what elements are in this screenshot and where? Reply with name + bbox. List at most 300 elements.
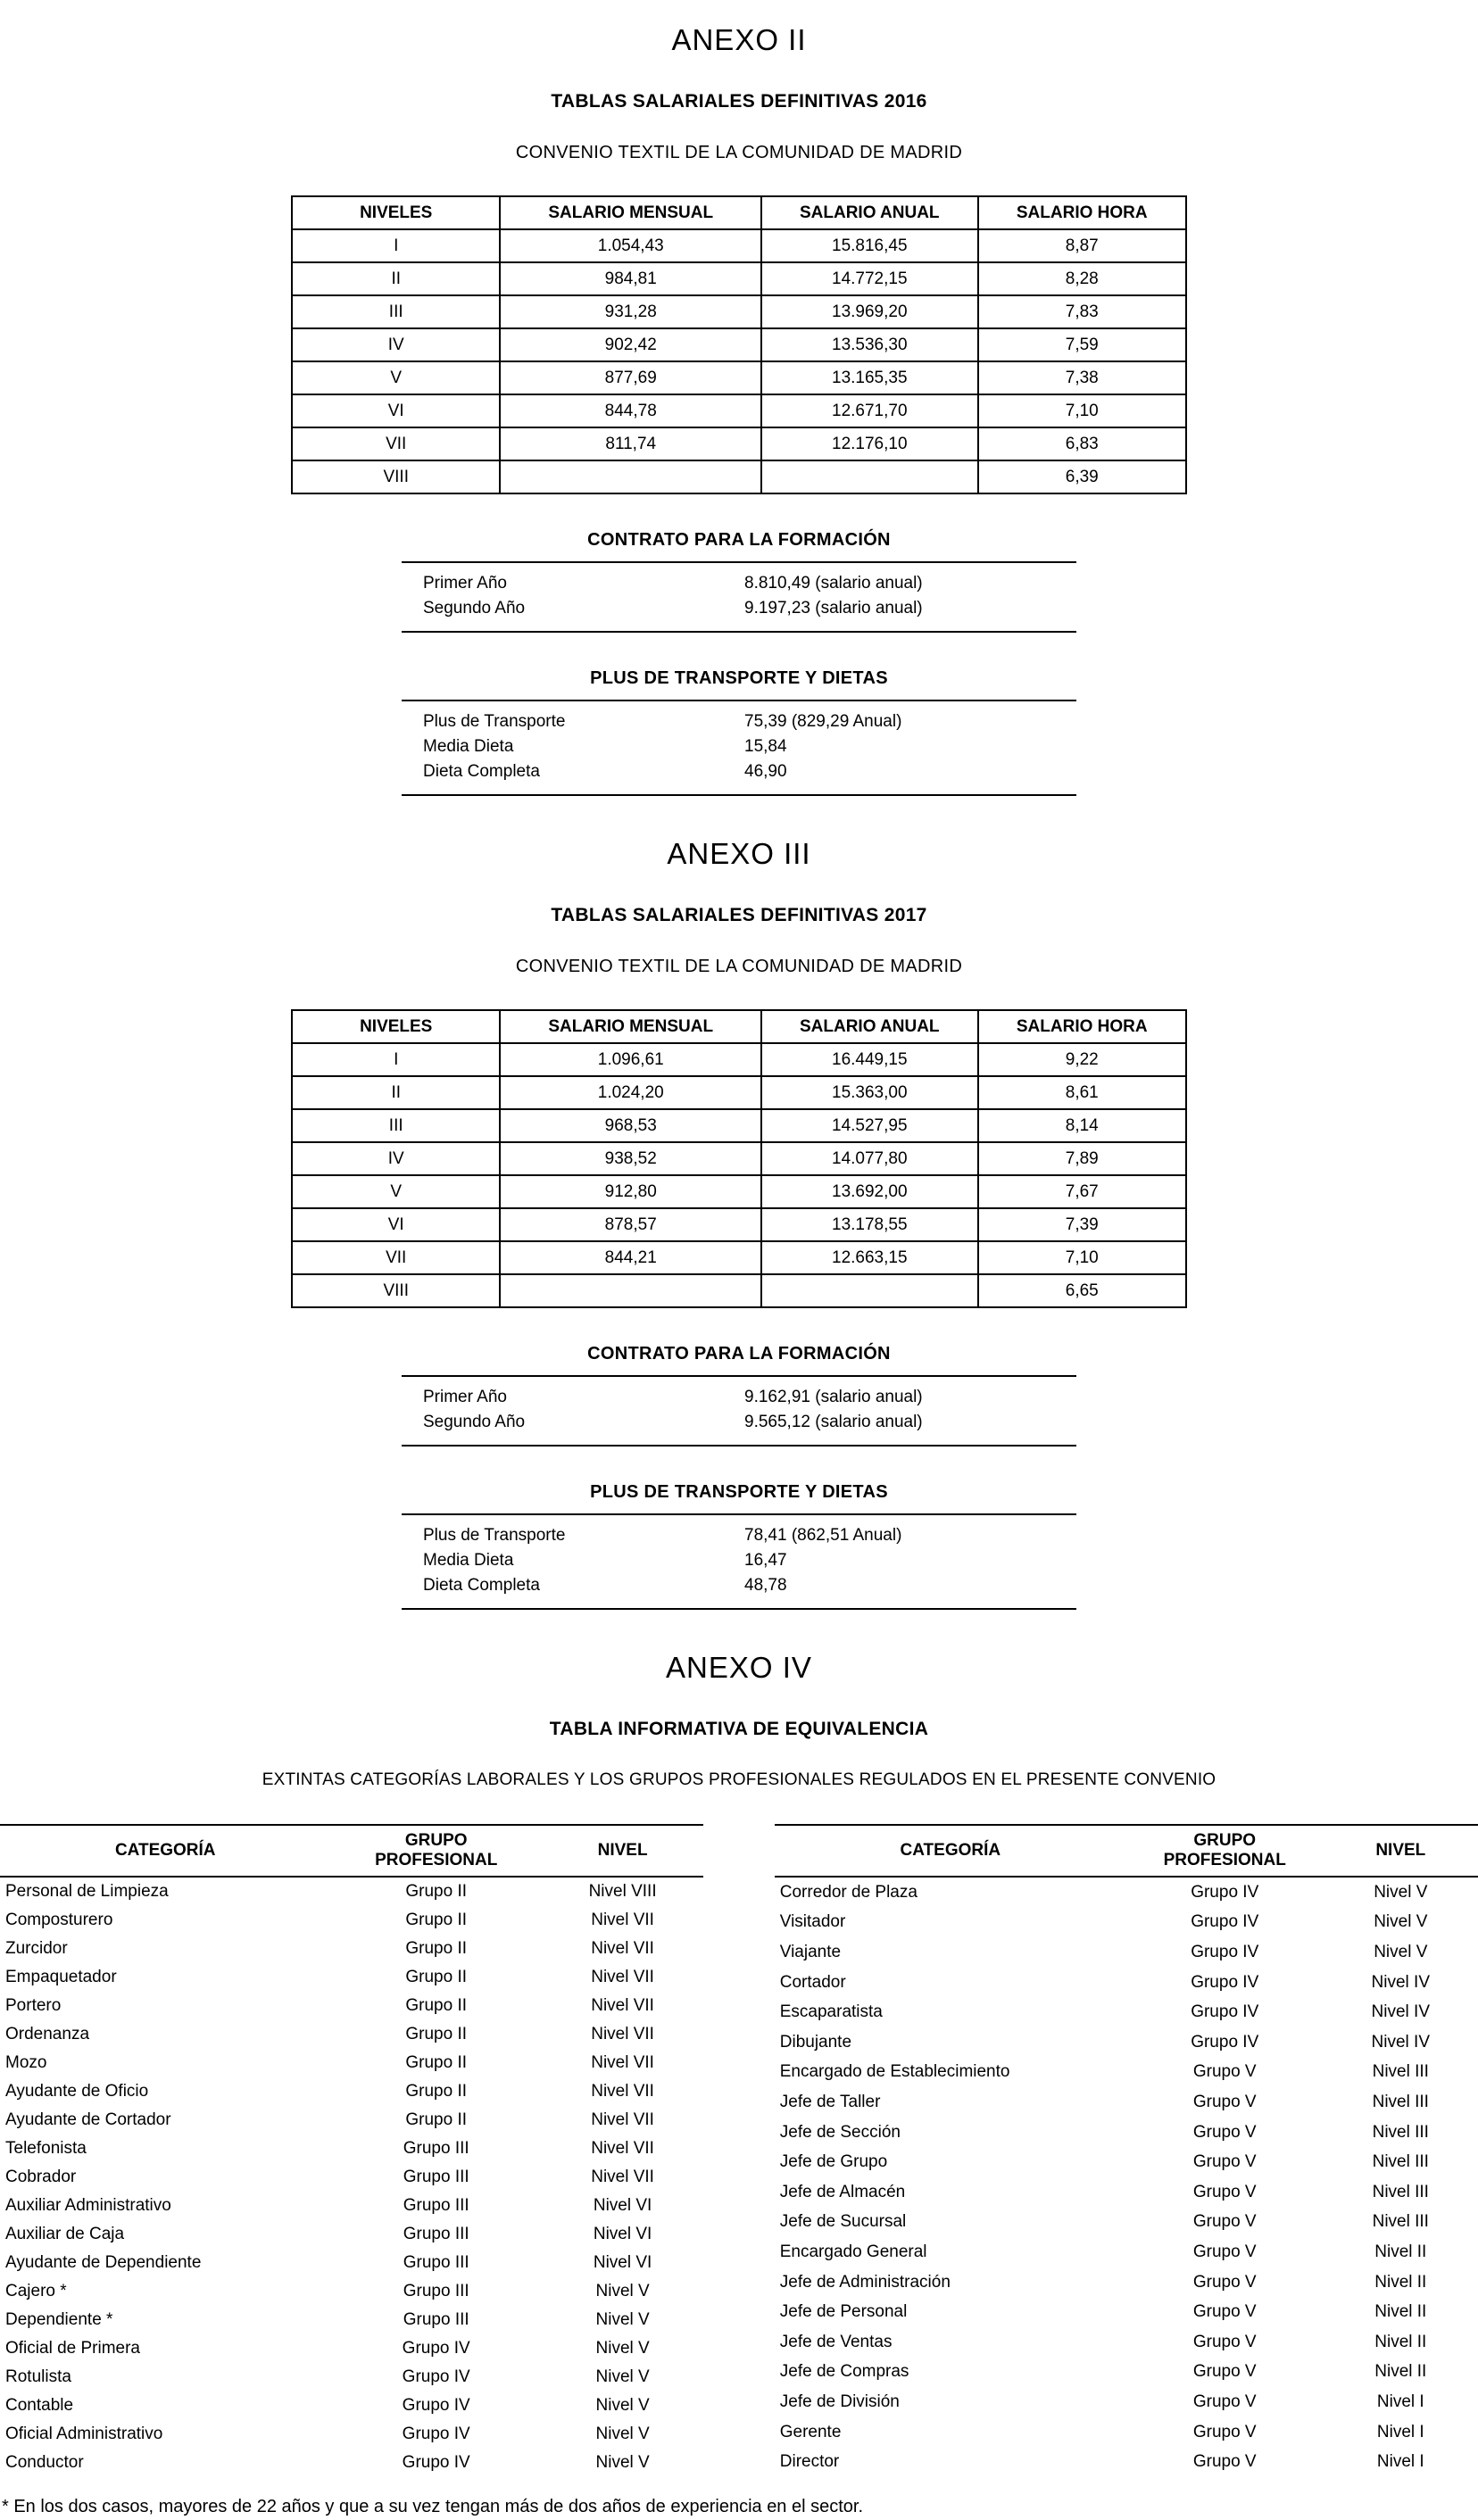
equivalence-row (775, 1997, 1478, 2027)
categoria-cell: Jefe de Ventas (779, 2332, 893, 2351)
row-label: Primer Año (423, 1388, 507, 1406)
salario-hora-cell: 7,38 (978, 361, 1187, 394)
nivel-cell: Nivel IV (1371, 2032, 1431, 2052)
salario-anual-cell: 13.165,35 (761, 361, 977, 394)
nivel-cell: II (292, 262, 500, 295)
nivel-cell: Nivel VII (591, 2110, 654, 2129)
nivel-cell: Nivel III (1372, 2212, 1429, 2232)
grupo-cell: Grupo V (1192, 2242, 1257, 2261)
salario-hora-cell: 8,87 (978, 229, 1187, 262)
grupo-cell: Grupo II (405, 1939, 468, 1958)
salary-table-row (292, 1109, 1186, 1142)
salario-hora-cell: 6,83 (978, 427, 1187, 460)
row-label: Dieta Completa (423, 762, 540, 781)
equivalence-row (0, 1963, 703, 1992)
grupo-cell: Grupo IV (1191, 2002, 1259, 2022)
equivalence-tables (0, 1824, 1478, 2477)
salary-table-row (292, 1274, 1186, 1307)
salario-mensual-cell: 912,80 (500, 1175, 761, 1208)
anexo-3-section (0, 837, 1478, 1610)
categoria-cell: Conductor (5, 2453, 84, 2472)
equivalence-table-right (775, 1824, 1478, 2477)
salario-mensual-cell: 844,78 (500, 394, 761, 427)
column-header-categoria: CATEGORÍA (775, 1825, 1126, 1877)
grupo-cell: Grupo IV (1191, 1882, 1259, 1902)
equivalence-row (775, 2058, 1478, 2088)
grupo-cell: Grupo V (1192, 2272, 1257, 2292)
categoria-cell: Jefe de Administración (779, 2272, 951, 2292)
equivalence-row (0, 2106, 703, 2135)
equivalence-row (775, 2237, 1478, 2267)
equivalence-row (0, 2363, 703, 2392)
formacion-row (402, 571, 1076, 596)
salary-table-row (292, 1076, 1186, 1109)
nivel-cell: IV (292, 1142, 500, 1175)
nivel-cell: Nivel II (1374, 2272, 1427, 2292)
categoria-cell: Rotulista (5, 2367, 71, 2386)
salario-hora-cell: 7,10 (978, 394, 1187, 427)
nivel-cell: Nivel III (1372, 2152, 1429, 2172)
grupo-cell: Grupo II (405, 2110, 468, 2129)
categoria-cell: Ayudante de Cortador (5, 2110, 171, 2129)
categoria-cell: Encargado General (779, 2242, 927, 2261)
salario-mensual-cell: 902,42 (500, 328, 761, 361)
equivalence-row (0, 2449, 703, 2477)
column-header-salario-anual: SALARIO ANUAL (761, 1010, 977, 1043)
nivel-cell: Nivel II (1374, 2362, 1427, 2382)
nivel-cell: Nivel I (1376, 2452, 1424, 2472)
anexo-3-convenio: CONVENIO TEXTIL DE LA COMUNIDAD DE MADRID (515, 957, 963, 976)
row-value: 78,41 (862,51 Anual) (744, 1526, 902, 1545)
equivalence-table-left (0, 1824, 703, 2477)
dietas-row (402, 1573, 1076, 1598)
salario-anual-cell: 14.527,95 (761, 1109, 977, 1142)
nivel-cell: Nivel V (595, 2339, 650, 2358)
row-value: 8.810,49 (salario anual) (744, 574, 923, 593)
salario-hora-cell: 7,83 (978, 295, 1187, 328)
formacion-block-2017 (402, 1344, 1076, 1447)
anexo-2-title: ANEXO II (671, 23, 807, 56)
dietas-block-2017 (402, 1482, 1076, 1610)
salario-anual-cell: 12.663,15 (761, 1241, 977, 1274)
categoria-cell: Composturero (5, 1911, 113, 1929)
nivel-cell: Nivel III (1372, 2062, 1429, 2082)
equivalence-row (0, 2020, 703, 2049)
nivel-cell: Nivel V (595, 2282, 650, 2300)
dietas-block-2016 (402, 668, 1076, 796)
salario-hora-cell: 8,14 (978, 1109, 1187, 1142)
salario-anual-cell: 13.692,00 (761, 1175, 977, 1208)
salary-table-2016-header-row (292, 196, 1186, 229)
anexo-4-subtitle: TABLA INFORMATIVA DE EQUIVALENCIA (549, 1719, 929, 1739)
column-header-grupo-profesional: GRUPO PROFESIONAL (330, 1825, 541, 1877)
row-value: 16,47 (744, 1551, 787, 1570)
salario-hora-cell: 9,22 (978, 1043, 1187, 1076)
nivel-cell: Nivel V (595, 2396, 650, 2415)
nivel-cell: VII (292, 427, 500, 460)
nivel-cell: Nivel V (1374, 1943, 1428, 1962)
equivalence-row (775, 2118, 1478, 2148)
equivalence-row (775, 2267, 1478, 2298)
nivel-cell: Nivel IV (1371, 1972, 1431, 1992)
grupo-cell: Grupo IV (402, 2453, 470, 2472)
categoria-cell: Zurcidor (5, 1939, 68, 1958)
grupo-cell: Grupo II (405, 1911, 468, 1929)
formacion-title: CONTRATO PARA LA FORMACIÓN (587, 1344, 891, 1364)
grupo-cell: Grupo IV (1191, 1943, 1259, 1962)
anexo-3-title: ANEXO III (667, 837, 811, 870)
salario-mensual-cell: 1.096,61 (500, 1043, 761, 1076)
equivalence-left-header-row (0, 1825, 703, 1877)
row-value: 9.162,91 (salario anual) (744, 1388, 923, 1406)
salary-table-2016-body (292, 229, 1186, 493)
grupo-cell: Grupo V (1192, 2212, 1257, 2232)
salary-table-row (292, 295, 1186, 328)
salary-table-row (292, 1043, 1186, 1076)
categoria-cell: Encargado de Establecimiento (779, 2062, 1010, 2082)
dietas-rows (402, 1513, 1076, 1610)
column-header-niveles: NIVELES (292, 196, 500, 229)
nivel-cell: Nivel VI (593, 2196, 652, 2215)
salario-mensual-cell: 878,57 (500, 1208, 761, 1241)
anexo-4-intro: EXTINTAS CATEGORÍAS LABORALES Y LOS GRUPOS PROFESIONALES REGULADOS EN EL PRESENTE CONVENIO (262, 1770, 1216, 1789)
nivel-cell: Nivel III (1372, 2093, 1429, 2111)
nivel-cell: III (292, 1109, 500, 1142)
salary-table-row (292, 262, 1186, 295)
salario-mensual-cell: 877,69 (500, 361, 761, 394)
nivel-cell: Nivel VIII (588, 1882, 657, 1901)
salary-table-row (292, 460, 1186, 493)
column-header-salario-mensual: SALARIO MENSUAL (500, 196, 761, 229)
salario-anual-cell: 12.671,70 (761, 394, 977, 427)
equivalence-row (775, 1908, 1478, 1938)
grupo-cell: Grupo V (1192, 2362, 1257, 2382)
salario-mensual-cell (500, 1274, 761, 1307)
salario-anual-cell: 15.816,45 (761, 229, 977, 262)
equivalence-left-body (0, 1877, 703, 2477)
formacion-row (402, 1385, 1076, 1410)
nivel-cell: Nivel II (1374, 2332, 1427, 2351)
salary-table-row (292, 394, 1186, 427)
formacion-block-2016 (402, 530, 1076, 633)
salario-hora-cell: 6,39 (978, 460, 1187, 493)
salario-anual-cell: 13.969,20 (761, 295, 977, 328)
equivalence-row (775, 2447, 1478, 2477)
equivalence-row (0, 2192, 703, 2220)
grupo-cell: Grupo V (1192, 2062, 1257, 2082)
nivel-cell: II (292, 1076, 500, 1109)
column-header-salario-mensual: SALARIO MENSUAL (500, 1010, 761, 1043)
anexo-4-section (0, 1651, 1478, 2517)
nivel-cell: Nivel VII (591, 2082, 654, 2101)
equivalence-right-header-row (775, 1825, 1478, 1877)
nivel-cell: Nivel I (1376, 2422, 1424, 2441)
categoria-cell: Gerente (779, 2422, 842, 2441)
salary-table-2017-header-row (292, 1010, 1186, 1043)
row-label: Segundo Año (423, 599, 526, 618)
categoria-cell: Visitador (779, 1912, 846, 1932)
footnote: * En los dos casos, mayores de 22 años y que a su vez tengan más de dos años de experiencia en el sector. (2, 2497, 864, 2516)
dietas-title: PLUS DE TRANSPORTE Y DIETAS (590, 1482, 888, 1502)
nivel-cell: Nivel V (595, 2453, 650, 2472)
grupo-cell: Grupo V (1192, 2122, 1257, 2142)
equivalence-row (0, 2334, 703, 2363)
salary-table-row (292, 1142, 1186, 1175)
grupo-cell: Grupo II (405, 2082, 468, 2101)
salary-table-row (292, 1175, 1186, 1208)
grupo-cell: Grupo IV (1191, 1912, 1259, 1932)
salario-anual-cell: 13.536,30 (761, 328, 977, 361)
column-header-salario-hora: SALARIO HORA (978, 1010, 1187, 1043)
formacion-title: CONTRATO PARA LA FORMACIÓN (587, 530, 891, 550)
categoria-cell: Dependiente * (5, 2310, 113, 2329)
nivel-cell: Nivel I (1376, 2392, 1424, 2411)
salario-anual-cell: 14.772,15 (761, 262, 977, 295)
equivalence-row (0, 2306, 703, 2334)
categoria-cell: Portero (5, 1996, 62, 2015)
row-label: Media Dieta (423, 1551, 514, 1570)
nivel-cell: VI (292, 1208, 500, 1241)
column-header-salario-hora: SALARIO HORA (978, 196, 1187, 229)
salario-mensual-cell: 984,81 (500, 262, 761, 295)
salario-mensual-cell: 938,52 (500, 1142, 761, 1175)
nivel-cell: III (292, 295, 500, 328)
grupo-cell: Grupo II (405, 1968, 468, 1986)
salario-mensual-cell (500, 460, 761, 493)
nivel-cell: Nivel VI (593, 2253, 652, 2272)
categoria-cell: Oficial Administrativo (5, 2425, 163, 2443)
anexo-4-title: ANEXO IV (666, 1651, 812, 1684)
equivalence-row (775, 2087, 1478, 2118)
nivel-cell: I (292, 1043, 500, 1076)
nivel-cell: Nivel VII (591, 2053, 654, 2072)
row-value: 48,78 (744, 1576, 787, 1595)
row-label: Dieta Completa (423, 1576, 540, 1595)
equivalence-row (775, 2327, 1478, 2358)
equivalence-row (775, 2387, 1478, 2417)
dietas-row (402, 709, 1076, 734)
row-value: 15,84 (744, 737, 787, 756)
grupo-cell: Grupo III (403, 2282, 469, 2300)
salary-table-row (292, 229, 1186, 262)
column-header-salario-anual: SALARIO ANUAL (761, 196, 977, 229)
row-label: Primer Año (423, 574, 507, 593)
equivalence-row (0, 2077, 703, 2106)
column-header-nivel: NIVEL (542, 1825, 703, 1877)
row-label: Segundo Año (423, 1413, 526, 1431)
nivel-cell: Nivel VII (591, 1996, 654, 2015)
nivel-cell: VII (292, 1241, 500, 1274)
categoria-cell: Corredor de Plaza (779, 1882, 918, 1902)
categoria-cell: Ayudante de Dependiente (5, 2253, 202, 2272)
equivalence-row (775, 1937, 1478, 1968)
equivalence-row (0, 1992, 703, 2020)
grupo-cell: Grupo III (403, 2253, 469, 2272)
categoria-cell: Dibujante (779, 2032, 852, 2052)
row-label: Plus de Transporte (423, 712, 566, 731)
salario-mensual-cell: 1.054,43 (500, 229, 761, 262)
equivalence-row (0, 1935, 703, 1963)
salario-mensual-cell: 811,74 (500, 427, 761, 460)
categoria-cell: Cortador (779, 1972, 846, 1992)
nivel-cell: IV (292, 328, 500, 361)
row-label: Media Dieta (423, 737, 514, 756)
categoria-cell: Ayudante de Oficio (5, 2082, 149, 2101)
salary-table-2017-body (292, 1043, 1186, 1307)
equivalence-row (0, 1906, 703, 1935)
nivel-cell: Nivel V (1374, 1882, 1428, 1902)
categoria-cell: Auxiliar de Caja (5, 2225, 125, 2243)
salary-table-row (292, 361, 1186, 394)
equivalence-row (0, 2049, 703, 2077)
salario-anual-cell (761, 460, 977, 493)
salario-mensual-cell: 1.024,20 (500, 1076, 761, 1109)
grupo-cell: Grupo V (1192, 2093, 1257, 2111)
salario-mensual-cell: 968,53 (500, 1109, 761, 1142)
salario-anual-cell: 13.178,55 (761, 1208, 977, 1241)
salario-anual-cell: 12.176,10 (761, 427, 977, 460)
equivalence-row (0, 2392, 703, 2420)
column-header-nivel: NIVEL (1324, 1825, 1478, 1877)
salario-mensual-cell: 931,28 (500, 295, 761, 328)
categoria-cell: Empaquetador (5, 1968, 117, 1986)
salario-hora-cell: 8,28 (978, 262, 1187, 295)
nivel-cell: Nivel III (1372, 2182, 1429, 2201)
grupo-cell: Grupo II (405, 2053, 468, 2072)
categoria-cell: Oficial de Primera (5, 2339, 140, 2358)
salario-mensual-cell: 844,21 (500, 1241, 761, 1274)
anexo-2-subtitle: TABLAS SALARIALES DEFINITIVAS 2016 (551, 91, 927, 112)
equivalence-row (0, 2277, 703, 2306)
categoria-cell: Contable (5, 2396, 74, 2415)
equivalence-row (775, 1877, 1478, 1908)
nivel-cell: Nivel II (1374, 2242, 1427, 2261)
equivalence-row (0, 2220, 703, 2249)
categoria-cell: Mozo (5, 2053, 47, 2072)
column-header-categoria: CATEGORÍA (0, 1825, 330, 1877)
categoria-cell: Jefe de Personal (779, 2302, 908, 2322)
row-label: Plus de Transporte (423, 1526, 566, 1545)
nivel-cell: Nivel VII (591, 1968, 654, 1986)
equivalence-row (0, 2249, 703, 2277)
nivel-cell: Nivel IV (1371, 2002, 1431, 2022)
categoria-cell: Personal de Limpieza (5, 1882, 169, 1901)
nivel-cell: V (292, 1175, 500, 1208)
nivel-cell: Nivel VII (591, 1939, 654, 1958)
column-header-niveles: NIVELES (292, 1010, 500, 1043)
nivel-cell: Nivel II (1374, 2302, 1427, 2322)
salario-hora-cell: 6,65 (978, 1274, 1187, 1307)
salary-table-2017 (291, 1009, 1187, 1308)
salario-hora-cell: 7,39 (978, 1208, 1187, 1241)
nivel-cell: Nivel V (595, 2425, 650, 2443)
equivalence-row (775, 2417, 1478, 2448)
row-value: 75,39 (829,29 Anual) (744, 712, 902, 731)
categoria-cell: Auxiliar Administrativo (5, 2196, 171, 2215)
categoria-cell: Jefe de Taller (779, 2093, 881, 2111)
nivel-cell: Nivel V (1374, 1912, 1428, 1932)
equivalence-row (775, 2208, 1478, 2238)
equivalence-row (775, 2177, 1478, 2208)
salario-hora-cell: 7,59 (978, 328, 1187, 361)
categoria-cell: Jefe de Compras (779, 2362, 909, 2382)
row-value: 9.565,12 (salario anual) (744, 1413, 923, 1431)
salary-table-row (292, 1208, 1186, 1241)
nivel-cell: Nivel VI (593, 2225, 652, 2243)
formacion-row (402, 596, 1076, 621)
equivalence-row (775, 2358, 1478, 2388)
dietas-row (402, 734, 1076, 759)
equivalence-right-body (775, 1877, 1478, 2477)
anexo-3-subtitle: TABLAS SALARIALES DEFINITIVAS 2017 (551, 905, 927, 925)
formacion-row (402, 1410, 1076, 1435)
categoria-cell: Jefe de Sección (779, 2122, 901, 2142)
equivalence-row (0, 2135, 703, 2163)
grupo-cell: Grupo IV (1191, 1972, 1259, 1992)
row-value: 46,90 (744, 762, 787, 781)
anexo-2-section (0, 23, 1478, 796)
nivel-cell: Nivel VII (591, 2168, 654, 2186)
equivalence-row (775, 2297, 1478, 2327)
grupo-cell: Grupo V (1192, 2452, 1257, 2472)
grupo-cell: Grupo IV (402, 2367, 470, 2386)
grupo-cell: Grupo III (403, 2168, 469, 2186)
grupo-cell: Grupo V (1192, 2152, 1257, 2172)
salary-table-row (292, 1241, 1186, 1274)
row-value: 9.197,23 (salario anual) (744, 599, 923, 618)
grupo-cell: Grupo V (1192, 2332, 1257, 2351)
equivalence-row (775, 2147, 1478, 2177)
grupo-cell: Grupo IV (402, 2425, 470, 2443)
equivalence-row (775, 1968, 1478, 1998)
formacion-rows (402, 1375, 1076, 1447)
grupo-cell: Grupo V (1192, 2422, 1257, 2441)
categoria-cell: Jefe de Almacén (779, 2182, 906, 2201)
column-header-grupo-profesional: GRUPO PROFESIONAL (1126, 1825, 1324, 1877)
equivalence-row (0, 2420, 703, 2449)
grupo-cell: Grupo IV (1191, 2032, 1259, 2052)
nivel-cell: VIII (292, 1274, 500, 1307)
categoria-cell: Jefe de Sucursal (779, 2212, 907, 2232)
nivel-cell: VI (292, 394, 500, 427)
categoria-cell: Cobrador (5, 2168, 77, 2186)
salario-hora-cell: 7,89 (978, 1142, 1187, 1175)
salary-table-row (292, 328, 1186, 361)
categoria-cell: Ordenanza (5, 2025, 90, 2043)
grupo-cell: Grupo III (403, 2310, 469, 2329)
dietas-rows (402, 700, 1076, 796)
nivel-cell: VIII (292, 460, 500, 493)
grupo-cell: Grupo III (403, 2139, 469, 2158)
equivalence-row (0, 2163, 703, 2192)
grupo-cell: Grupo II (405, 1996, 468, 2015)
nivel-cell: Nivel V (595, 2310, 650, 2329)
formacion-rows (402, 561, 1076, 633)
salario-anual-cell: 14.077,80 (761, 1142, 977, 1175)
grupo-cell: Grupo II (405, 1882, 468, 1901)
equivalence-row (0, 1877, 703, 1906)
nivel-cell: Nivel III (1372, 2122, 1429, 2142)
salario-hora-cell: 7,67 (978, 1175, 1187, 1208)
equivalence-row (775, 2027, 1478, 2058)
dietas-title: PLUS DE TRANSPORTE Y DIETAS (590, 668, 888, 688)
nivel-cell: I (292, 229, 500, 262)
salario-anual-cell: 16.449,15 (761, 1043, 977, 1076)
dietas-row (402, 1548, 1076, 1573)
categoria-cell: Jefe de Grupo (779, 2152, 888, 2172)
nivel-cell: Nivel VII (591, 2139, 654, 2158)
categoria-cell: Jefe de División (779, 2392, 900, 2411)
